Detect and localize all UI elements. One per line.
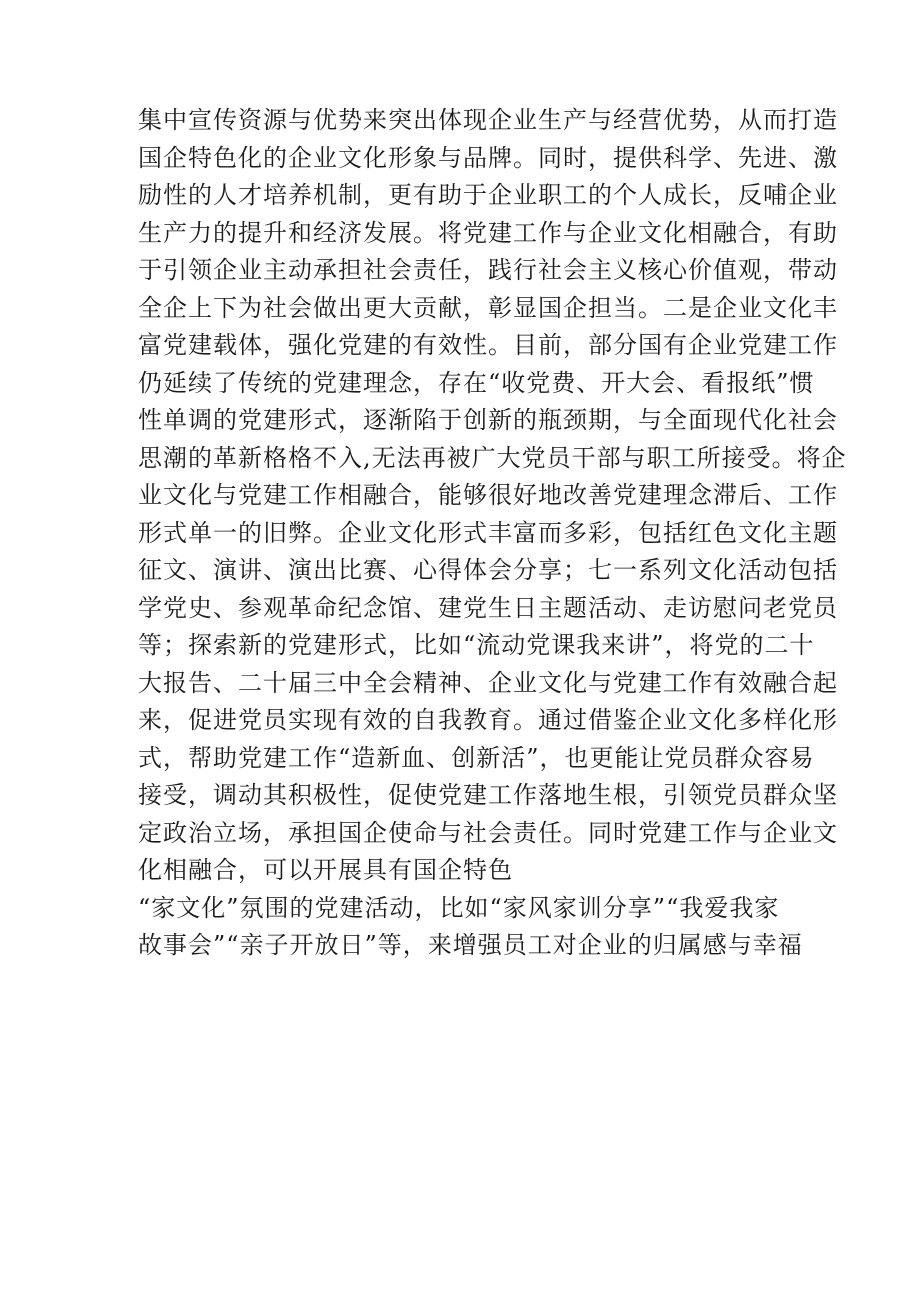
text-line: 集中宣传资源与优势来突出体现企业生产与经营优势，从而打造: [138, 106, 838, 134]
text-line: 等；探索新的党建形式，比如“流动党课我来讲”，将党的二十: [138, 631, 815, 659]
text-line: 形式单一的旧弊。企业文化形式丰富而多彩，包括红色文化主题: [138, 518, 838, 547]
text-line: 大报告、二十届三中全会精神、企业文化与党建工作有效融合起: [138, 668, 838, 697]
text-line: 仍延续了传统的党建理念，存在“收党费、开大会、看报纸”惯: [138, 368, 815, 397]
text-line: 来，促进党员实现有效的自我教育。通过借鉴企业文化多样化形: [138, 706, 838, 734]
text-line: 生产力的提升和经济发展。将党建工作与企业文化相融合，有助: [138, 218, 838, 247]
text-line: 国企特色化的企业文化形象与品牌。同时，提供科学、先进、激: [138, 143, 838, 172]
text-line: 励性的人才培养机制，更有助于企业职工的个人成长，反哺企业: [138, 181, 838, 209]
text-line: 富党建载体，强化党建的有效性。目前，部分国有企业党建工作: [138, 331, 838, 359]
text-line: 故事会”“亲子开放日”等，来增强员工对企业的归属感与幸福: [138, 931, 803, 959]
text-line: 全企上下为社会做出更大贡献，彰显国企担当。二是企业文化丰: [138, 293, 838, 322]
text-line: 思潮的革新格格不入,无法再被广大党员干部与职工所接受。将企: [138, 443, 847, 472]
text-line: 征文、演讲、演出比赛、心得体会分享；七一系列文化活动包括: [138, 556, 838, 584]
text-line: 化相融合，可以开展具有国企特色: [138, 856, 513, 884]
text-line: 于引领企业主动承担社会责任，践行社会主义核心价值观，带动: [138, 256, 838, 284]
text-line: 接受，调动其积极性，促使党建工作落地生根，引领党员群众坚: [138, 781, 838, 809]
text-line: 定政治立场，承担国企使命与社会责任。同时党建工作与企业文: [138, 818, 838, 847]
body-text: [138, 102, 847, 965]
text-line: 式，帮助党建工作“造新血、创新活”，也更能让党员群众容易: [138, 743, 815, 772]
text-line: 学党史、参观革命纪念馆、建党生日主题活动、走访慰问老党员: [138, 593, 838, 622]
text-line: “家文化”氛围的党建活动，比如“家风家训分享”“我爱我家: [138, 893, 780, 922]
text-line: 业文化与党建工作相融合，能够很好地改善党建理念滞后、工作: [138, 481, 838, 509]
text-line: 性单调的党建形式，逐渐陷于创新的瓶颈期，与全面现代化社会: [138, 406, 838, 434]
